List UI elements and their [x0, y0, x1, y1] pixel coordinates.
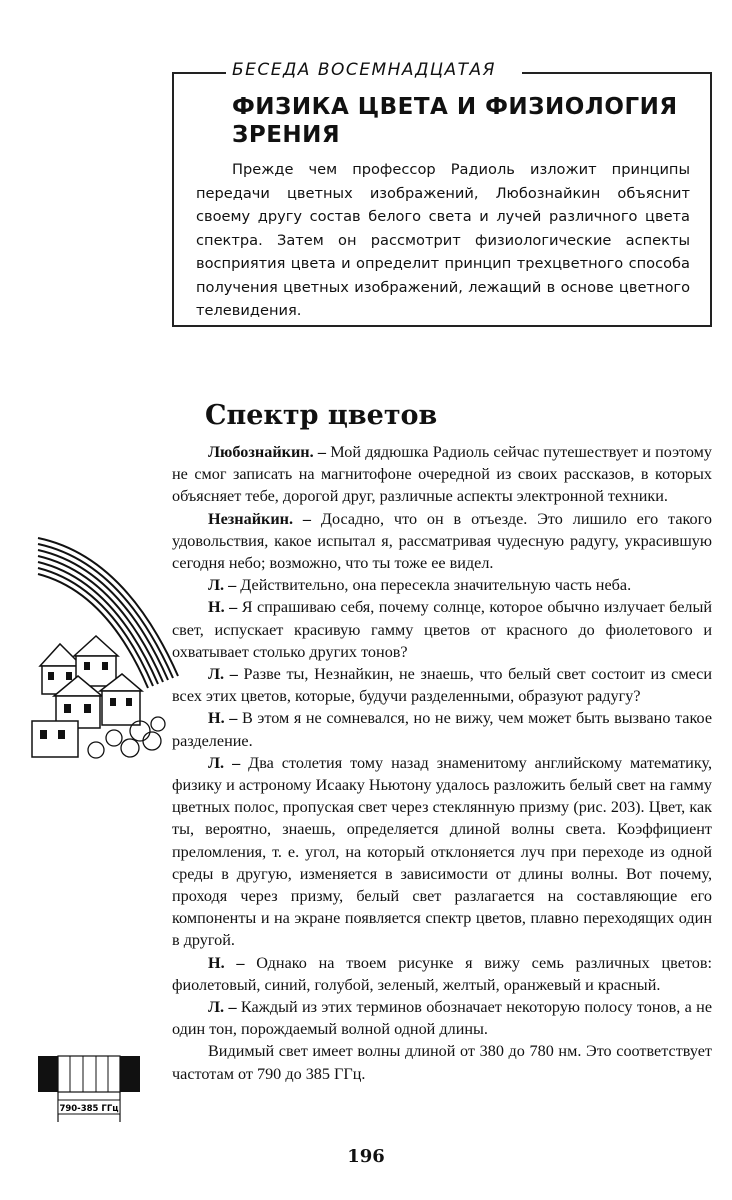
dialogue-text: Действительно, она пересекла значительную часть неба.: [236, 576, 632, 595]
rainbow-village-illustration: [30, 526, 180, 766]
dialogue-paragraph: [172, 596, 712, 663]
dialogue-paragraph: [172, 752, 712, 952]
dialogue-paragraph: [172, 574, 712, 596]
dialogue-paragraph: [172, 952, 712, 996]
speaker-label: Л. –: [208, 998, 237, 1017]
spectrum-band-figure: [38, 1052, 140, 1128]
dialogue-text: Досадно, что он в отъезде. Это лишило его такого удовольствия, какое испытал я, рассматривая чудесную радугу, украсившую сегодня небо; возможно, что ты тоже ее видел.: [172, 509, 712, 573]
dialogue-text: Однако на твоем рисунке я вижу семь различных цветов: фиолетовый, синий, голубой, зеленый, желтый, оранжевый и красный.: [172, 953, 712, 994]
speaker-label: Л. –: [208, 753, 241, 772]
section-title: Спектр цветов: [205, 400, 438, 431]
dialogue-text: Видимый свет имеет волны длиной от 380 до 780 нм. Это соответствует частотам от 790 до 385 ГГц.: [172, 1042, 712, 1083]
dialogue-text: Я спрашиваю себя, почему солнце, которое обычно излучает белый свет, испускает красивую гамму цветов от красного до фиолетового и охватывает столько других тонов?: [172, 598, 713, 661]
dialogue-text: Каждый из этих терминов обозначает некоторую полосу тонов, а не один тон, порождаемый волной одной длины.: [172, 998, 713, 1039]
speaker-label: Н. –: [208, 953, 245, 972]
speaker-label: Н. –: [208, 598, 238, 617]
chapter-title: ФИЗИКА ЦВЕТА И ФИЗИОЛОГИЯ ЗРЕНИЯ: [232, 94, 678, 148]
dialogue-paragraph: [172, 441, 712, 508]
dialogue-paragraph: [172, 663, 712, 707]
speaker-label: Л. –: [208, 665, 238, 684]
dialogue-text: Разве ты, Незнайкин, не знаешь, что белый свет состоит из смеси всех этих цветов, которые, будучи разделенными, образуют радугу?: [172, 665, 713, 706]
page-number: 196: [347, 1146, 385, 1167]
frequency-range-label: 790-385 ГГц: [59, 1104, 119, 1114]
chapter-label: БЕСЕДА ВОСЕМНАДЦАТАЯ: [232, 60, 496, 80]
speaker-label: Н. –: [208, 709, 238, 728]
dialogue-text: Мой дядюшка Радиоль сейчас путешествует и поэтому не смог записать на магнитофоне очередной из своих рассказов, в которых объясняет тебе, дорогой друг, различные аспекты электронной техники.: [172, 443, 712, 506]
chapter-intro: Прежде чем профессор Радиоль изложит принципы передачи цветных изображений, Любознайкин объяснит своему другу состав белого света и лучей различного цвета спектра. Затем он рассмотрит физиологические аспекты восприятия цвета и определит принцип трехцветного способа получения цветных изображений, лежащий в основе цветного телевидения.: [196, 161, 690, 319]
speaker-label: Незнайкин. –: [208, 509, 312, 528]
dialogue-paragraph: [172, 996, 712, 1040]
speaker-label: Л. –: [208, 576, 237, 595]
speaker-label: Любознайкин. –: [208, 443, 327, 461]
dialogue-paragraph: [172, 1040, 712, 1084]
dialogue-text: В этом я не сомневался, но не вижу, чем может быть вызвано такое разделение.: [172, 709, 713, 750]
dialogue-paragraph: [172, 508, 712, 575]
dialogue-text: Два столетия тому назад знаменитому английскому математику, физику и астроному Исааку Ньютону удалось разложить белый свет на гамму цветных полос, пропуская свет через стеклянную призму (рис. 203). Цвет, как ты, вероятно, знаешь, определяется длиной волны света. Коэффициент преломления, т. е. угол, на который отклоняется луч при переходе из одной среды в другую, изменяется в зависимости от длины волны. Вот почему, проходя через призму, белый свет разлагается на составляющие его компоненты и на экране появляется спектр цветов, плавно переходящих один в другой.: [172, 753, 712, 950]
dialogue-paragraph: [172, 707, 712, 751]
dialogue-body: [172, 441, 712, 1085]
